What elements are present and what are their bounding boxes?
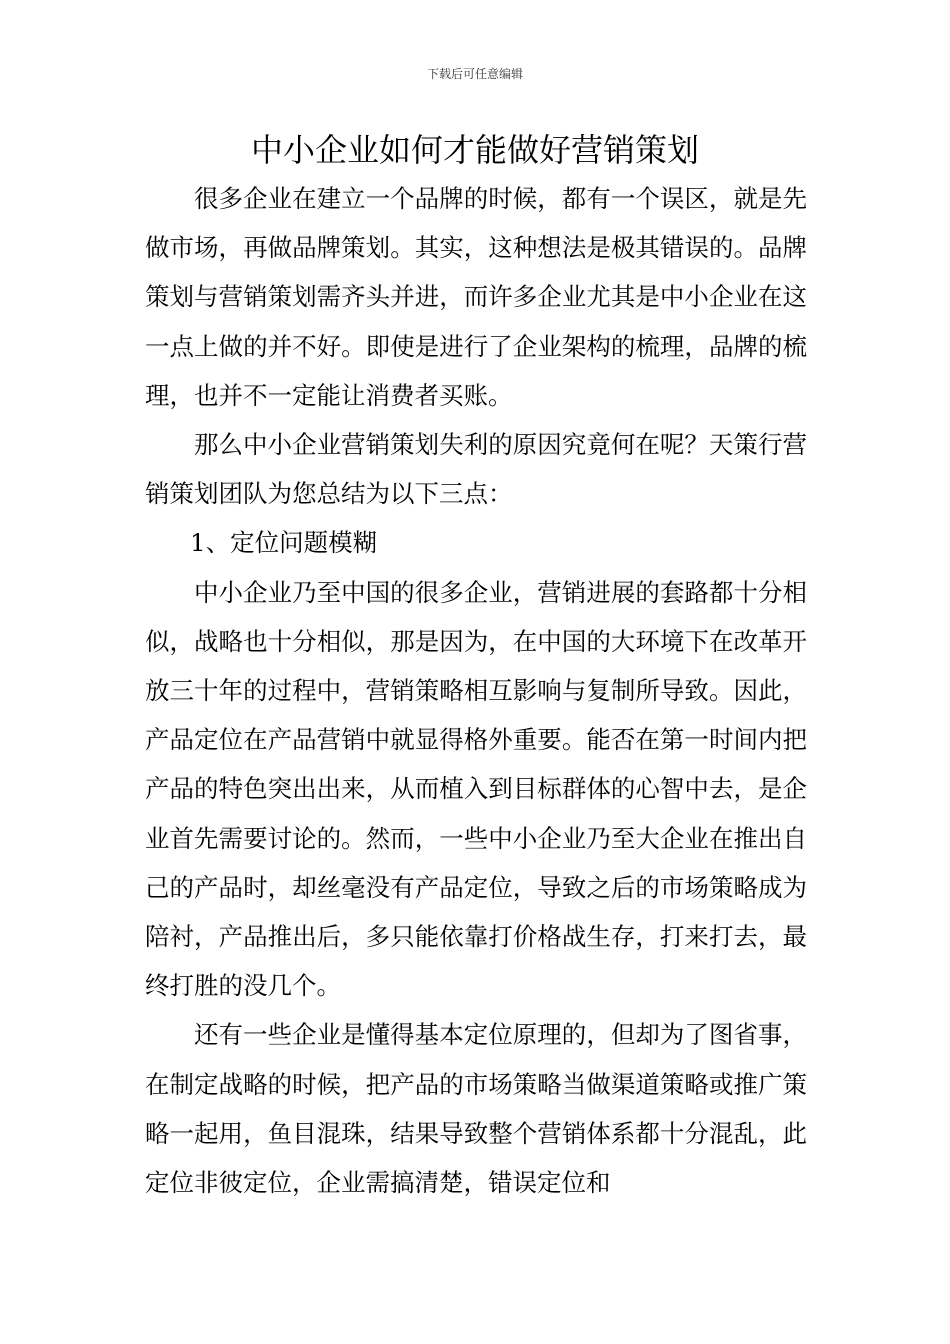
paragraph-intro: 很多企业在建立一个品牌的时候，都有一个误区，就是先做市场，再做品牌策划。其实，这种想法是极其错误的。品牌策划与营销策划需齐头并进，而许多企业尤其是中小企业在这一点上做的并不好。即使是进行了企业架构的梳理，品牌的梳理，也并不一定能让消费者买账。 <box>145 184 807 410</box>
document-title: 中小企业如何才能做好营销策划 <box>250 131 699 169</box>
paragraph-positioning-2: 还有一些企业是懂得基本定位原理的，但却为了图省事，在制定战略的时候，把产品的市场策略当做渠道策略或推广策略一起用，鱼目混珠，结果导致整个营销体系都十分混乱，此定位非彼定位，企业需搞清楚，错误定位和 <box>145 1020 807 1198</box>
document-body <box>145 174 807 1207</box>
header-note: 下载后可任意编辑 <box>426 67 523 81</box>
paragraph-positioning-1: 中小企业乃至中国的很多企业，营销进展的套路都十分相似，战略也十分相似，那是因为，在中国的大环境下在改革开放三十年的过程中，营销策略相互影响与复制所导致。因此，产品定位在产品营销中就显得格外重要。能否在第一时间内把产品的特色突出出来，从而植入到目标群体的心智中去，是企业首先需要讨论的。然而，一些中小企业乃至大企业在推出自己的产品时，却丝毫没有产品定位，导致之后的市场策略成为陪衬，产品推出后，多只能依靠打价格战生存，打来打去，最终打胜的没几个。 <box>145 577 807 1001</box>
paragraph-question: 那么中小企业营销策划失利的原因究竟何在呢？天策行营销策划团队为您总结为以下三点： <box>145 430 807 509</box>
section-heading-positioning: 1、定位问题模糊 <box>190 528 378 558</box>
